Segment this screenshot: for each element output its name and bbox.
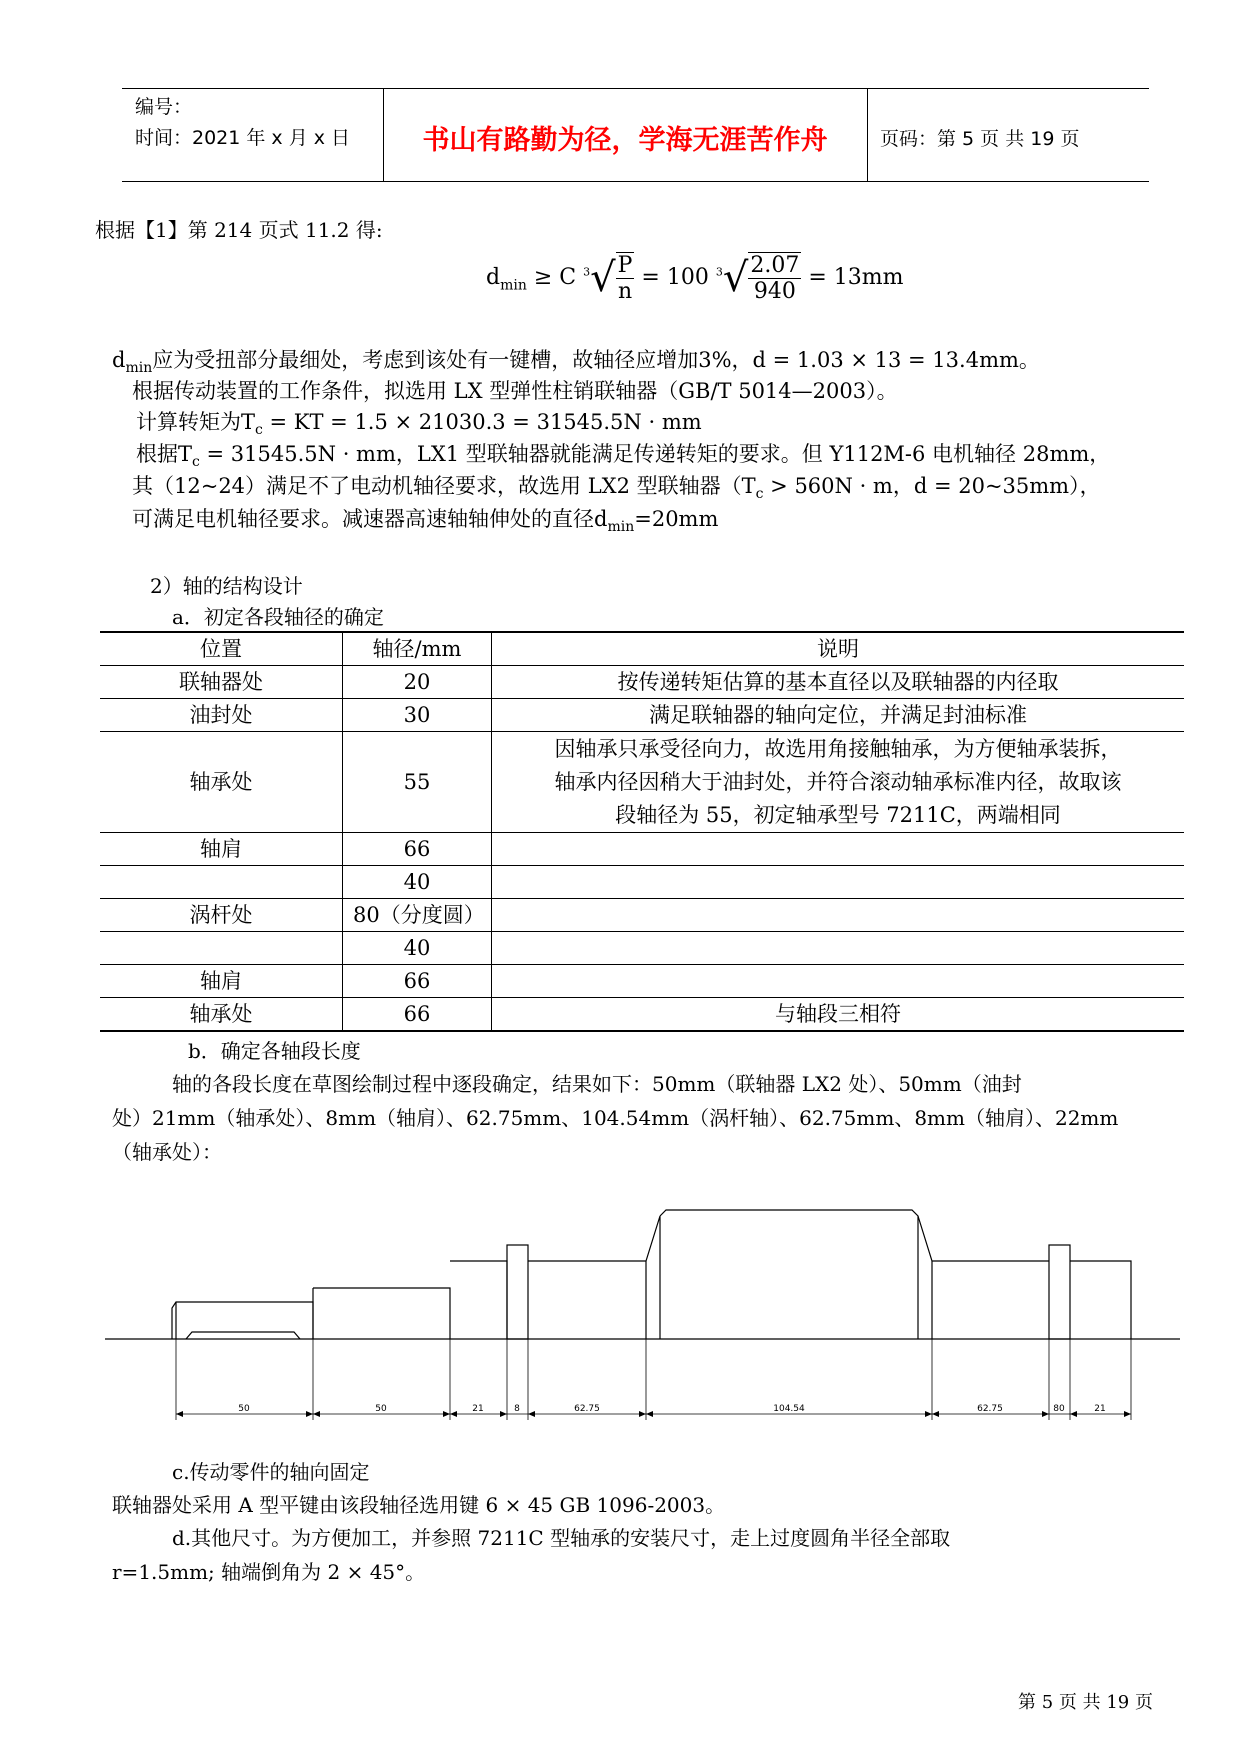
segment-worm (660, 1210, 918, 1339)
p4-text-b: = KT = 1.5 × 21030.3 = 31545.5N · mm (262, 410, 702, 434)
formula-eq1: = 100 (634, 265, 716, 290)
cell-description (492, 965, 1185, 998)
section-structure-design: 2）轴的结构设计 (150, 574, 303, 598)
dim-arrow (450, 1411, 457, 1417)
dim-arrow (528, 1411, 535, 1417)
shaft-drawing (0, 1190, 1241, 1440)
paragraph-lengths-3: （轴承处）： (112, 1140, 222, 1164)
table-row (100, 699, 1184, 732)
header-bottom-rule (122, 181, 1149, 182)
dim-arrow (500, 1411, 507, 1417)
p4-sub: c (255, 422, 263, 439)
table-header-diameter-text: 轴径/mm (372, 637, 462, 661)
dim-arrow (1042, 1411, 1049, 1417)
cell-description (492, 932, 1185, 965)
table-row (100, 666, 1184, 699)
section-diameters: a．初定各段轴径的确定 (172, 605, 384, 629)
p5-text-b: = 31545.5N · mm，LX1 型联轴器就能满足传递转矩的要求。但 Y112M-6 电机轴径 28mm， (199, 442, 1111, 466)
cell-diameter-text: 80（分度圆） (353, 903, 485, 927)
cell-diameter-text: 66 (403, 837, 431, 861)
frac2-numerator: 2.07 (750, 253, 800, 278)
cell-description-line: 段轴径为 55，初定轴承型号 7211C，两端相同 (615, 802, 1061, 827)
cell-position: 涡杆处 (100, 899, 343, 932)
p7-text-b: =20mm (634, 507, 719, 531)
cell-diameter-text: 20 (403, 670, 431, 694)
table-row (100, 833, 1184, 866)
section-lengths: b．确定各轴段长度 (188, 1039, 361, 1063)
header-divider-left (383, 88, 384, 182)
dim-arrow (639, 1411, 646, 1417)
table-header-position: 位置 (100, 633, 343, 666)
dim-label: 80 (1053, 1404, 1065, 1414)
paragraph-lx1 (136, 438, 1110, 470)
dim-label: 104.54 (773, 1404, 805, 1414)
paragraph-lengths-2: 处）21mm（轴承处）、8mm（轴肩）、62.75mm、104.54mm（涡杆轴）、62.75mm、8mm（轴肩）、22mm (112, 1106, 1119, 1130)
p7-text-a: 可满足电机轴径要求。减速器高速轴轴伸处的直径d (132, 507, 608, 531)
formula-lhs: d (486, 265, 501, 290)
cell-diameter (343, 866, 492, 899)
table-header-row (100, 633, 1184, 666)
paragraph-shaft-end (132, 503, 718, 535)
header-motto: 书山有路勤为径，学海无涯苦作舟 (422, 125, 828, 156)
cell-description-line: 轴承内径因稍大于油封处，并符合滚动轴承标准内径，故取该 (554, 769, 1122, 794)
paragraph-torque (136, 406, 702, 438)
formula-ge: ≥ C (526, 265, 584, 290)
cell-description (492, 899, 1185, 932)
section-axial-fixing: c.传动零件的轴向固定 (172, 1460, 370, 1484)
p4-text-a: 计算转矩为T (136, 410, 256, 434)
table-header-diameter (343, 633, 492, 666)
cell-description-line: 因轴承只承受径向力，故选用角接触轴承，为方便轴承装拆， (554, 736, 1122, 761)
frac1-denominator: n (617, 279, 633, 304)
cell-description: 与轴段三相符 (492, 998, 1185, 1032)
cell-position: 轴承处 (100, 732, 343, 833)
dim-label: 21 (472, 1404, 484, 1414)
segment-transition-left (528, 1216, 660, 1339)
dim-arrow (176, 1411, 183, 1417)
dim-arrow (1124, 1411, 1131, 1417)
table-row (100, 932, 1184, 965)
root-index: 3 (583, 265, 591, 279)
p2-symbol: d (112, 348, 126, 372)
table-row (100, 899, 1184, 932)
formula-lhs-sub: min (500, 277, 527, 294)
cell-diameter (343, 732, 492, 833)
cell-diameter (343, 998, 492, 1032)
cell-diameter-text: 66 (403, 1002, 431, 1026)
cell-position: 轴承处 (100, 998, 343, 1032)
dim-label: 50 (238, 1404, 250, 1414)
cell-position: 轴肩 (100, 965, 343, 998)
cell-diameter-text: 40 (403, 936, 431, 960)
paragraph-key: 联轴器处采用 A 型平键由该段轴径选用键 6 × 45 GB 1096-2003。 (112, 1493, 726, 1517)
p6-text-b: > 560N · m，d = 20~35mm）， (763, 474, 1101, 498)
p7-sub: min (607, 519, 635, 536)
paragraph-other-dims-2: r=1.5mm; 轴端倒角为 2 × 45°。 (112, 1560, 426, 1584)
cell-diameter (343, 833, 492, 866)
paragraph-coupling-choice: 根据传动装置的工作条件，拟选用 LX 型弹性柱销联轴器（GB/T 5014—2003）。 (132, 379, 898, 403)
p6-sub: c (755, 486, 764, 503)
p2-sub: min (125, 360, 153, 377)
dim-arrow (313, 1411, 320, 1417)
cell-diameter (343, 965, 492, 998)
paragraph-lx2 (132, 470, 1101, 502)
segment-oil-seal (313, 1288, 450, 1339)
segment-transition-right (918, 1216, 1049, 1261)
cell-diameter (343, 899, 492, 932)
header-meta (135, 92, 350, 154)
formula-result: = 13mm (801, 265, 904, 290)
cell-position (100, 932, 343, 965)
header-time: 时间：2021 年 x 月 x 日 (135, 127, 351, 149)
root-sign-icon: √ (590, 255, 616, 301)
paragraph-dmin (112, 344, 1040, 376)
frac1-numerator: P (617, 253, 633, 278)
cell-description (492, 732, 1185, 833)
table-row (100, 732, 1184, 833)
diameter-table (100, 633, 1184, 1032)
cell-position: 联轴器处 (100, 666, 343, 699)
table-row (100, 965, 1184, 998)
table-row (100, 866, 1184, 899)
formula-dmin (486, 252, 903, 304)
cell-diameter (343, 699, 492, 732)
root-sign-icon-2: √ (722, 255, 749, 301)
paragraph-reference: 根据【1】第 214 页式 11.2 得: (95, 218, 383, 242)
segment-shoulder-right (1049, 1245, 1070, 1339)
dim-label: 8 (514, 1404, 520, 1414)
p2-text: 应为受扭部分最细处，考虑到该处有一键槽，故轴径应增加3%，d = 1.03 × 13 = 13.4mm。 (152, 348, 1040, 372)
cell-description: 满足联轴器的轴向定位，并满足封油标准 (492, 699, 1185, 732)
dim-label: 21 (1094, 1404, 1106, 1414)
keyway-outline (186, 1332, 300, 1339)
cell-description (492, 833, 1185, 866)
cell-diameter-text: 55 (403, 770, 431, 794)
segment-bearing-left (450, 1261, 507, 1339)
dim-arrow (932, 1411, 939, 1417)
dim-arrow (646, 1411, 653, 1417)
dim-arrow (925, 1411, 932, 1417)
segment-coupling (172, 1302, 313, 1339)
root-index-2: 3 (715, 265, 723, 279)
p5-sub: c (192, 454, 200, 471)
table-row (100, 998, 1184, 1032)
cell-diameter-text: 40 (403, 870, 431, 894)
dim-label: 62.75 (574, 1404, 600, 1414)
cell-position: 轴肩 (100, 833, 343, 866)
frac2-denominator: 940 (753, 279, 796, 304)
dim-arrow (443, 1411, 450, 1417)
header-top-rule (122, 88, 1149, 89)
header-page-number: 页码：第 5 页 共 19 页 (880, 128, 1080, 150)
cell-position: 油封处 (100, 699, 343, 732)
footer-page-number: 第 5 页 共 19 页 (1018, 1692, 1153, 1713)
cell-position (100, 866, 343, 899)
cell-diameter-text: 66 (403, 969, 431, 993)
paragraph-lengths-1: 轴的各段长度在草图绘制过程中逐段确定，结果如下：50mm（联轴器 LX2 处）、50mm（油封 (172, 1072, 1022, 1096)
p5-text-a: 根据T (136, 442, 193, 466)
cell-diameter-text: 30 (403, 703, 431, 727)
cell-description: 按传递转矩估算的基本直径以及联轴器的内径取 (492, 666, 1185, 699)
p6-text-a: 其（12~24）满足不了电动机轴径要求，故选用 LX2 型联轴器（T (132, 474, 756, 498)
fraction-p-n (616, 252, 635, 304)
paragraph-other-dims-1: d.其他尺寸。为方便加工，并参照 7211C 型轴承的安装尺寸，走上过度圆角半径全部取 (172, 1526, 951, 1550)
dim-arrow (1070, 1411, 1077, 1417)
cell-description (492, 866, 1185, 899)
cell-diameter (343, 666, 492, 699)
dim-label: 50 (375, 1404, 387, 1414)
table-header-description: 说明 (492, 633, 1185, 666)
header-divider-right (867, 88, 868, 182)
header-number: 编号： (135, 96, 193, 118)
segment-shoulder-left (507, 1245, 528, 1339)
segment-bearing-right (1070, 1261, 1131, 1339)
dim-arrow (306, 1411, 313, 1417)
cell-diameter (343, 932, 492, 965)
fraction-power-speed (748, 252, 801, 304)
dim-label: 62.75 (977, 1404, 1003, 1414)
